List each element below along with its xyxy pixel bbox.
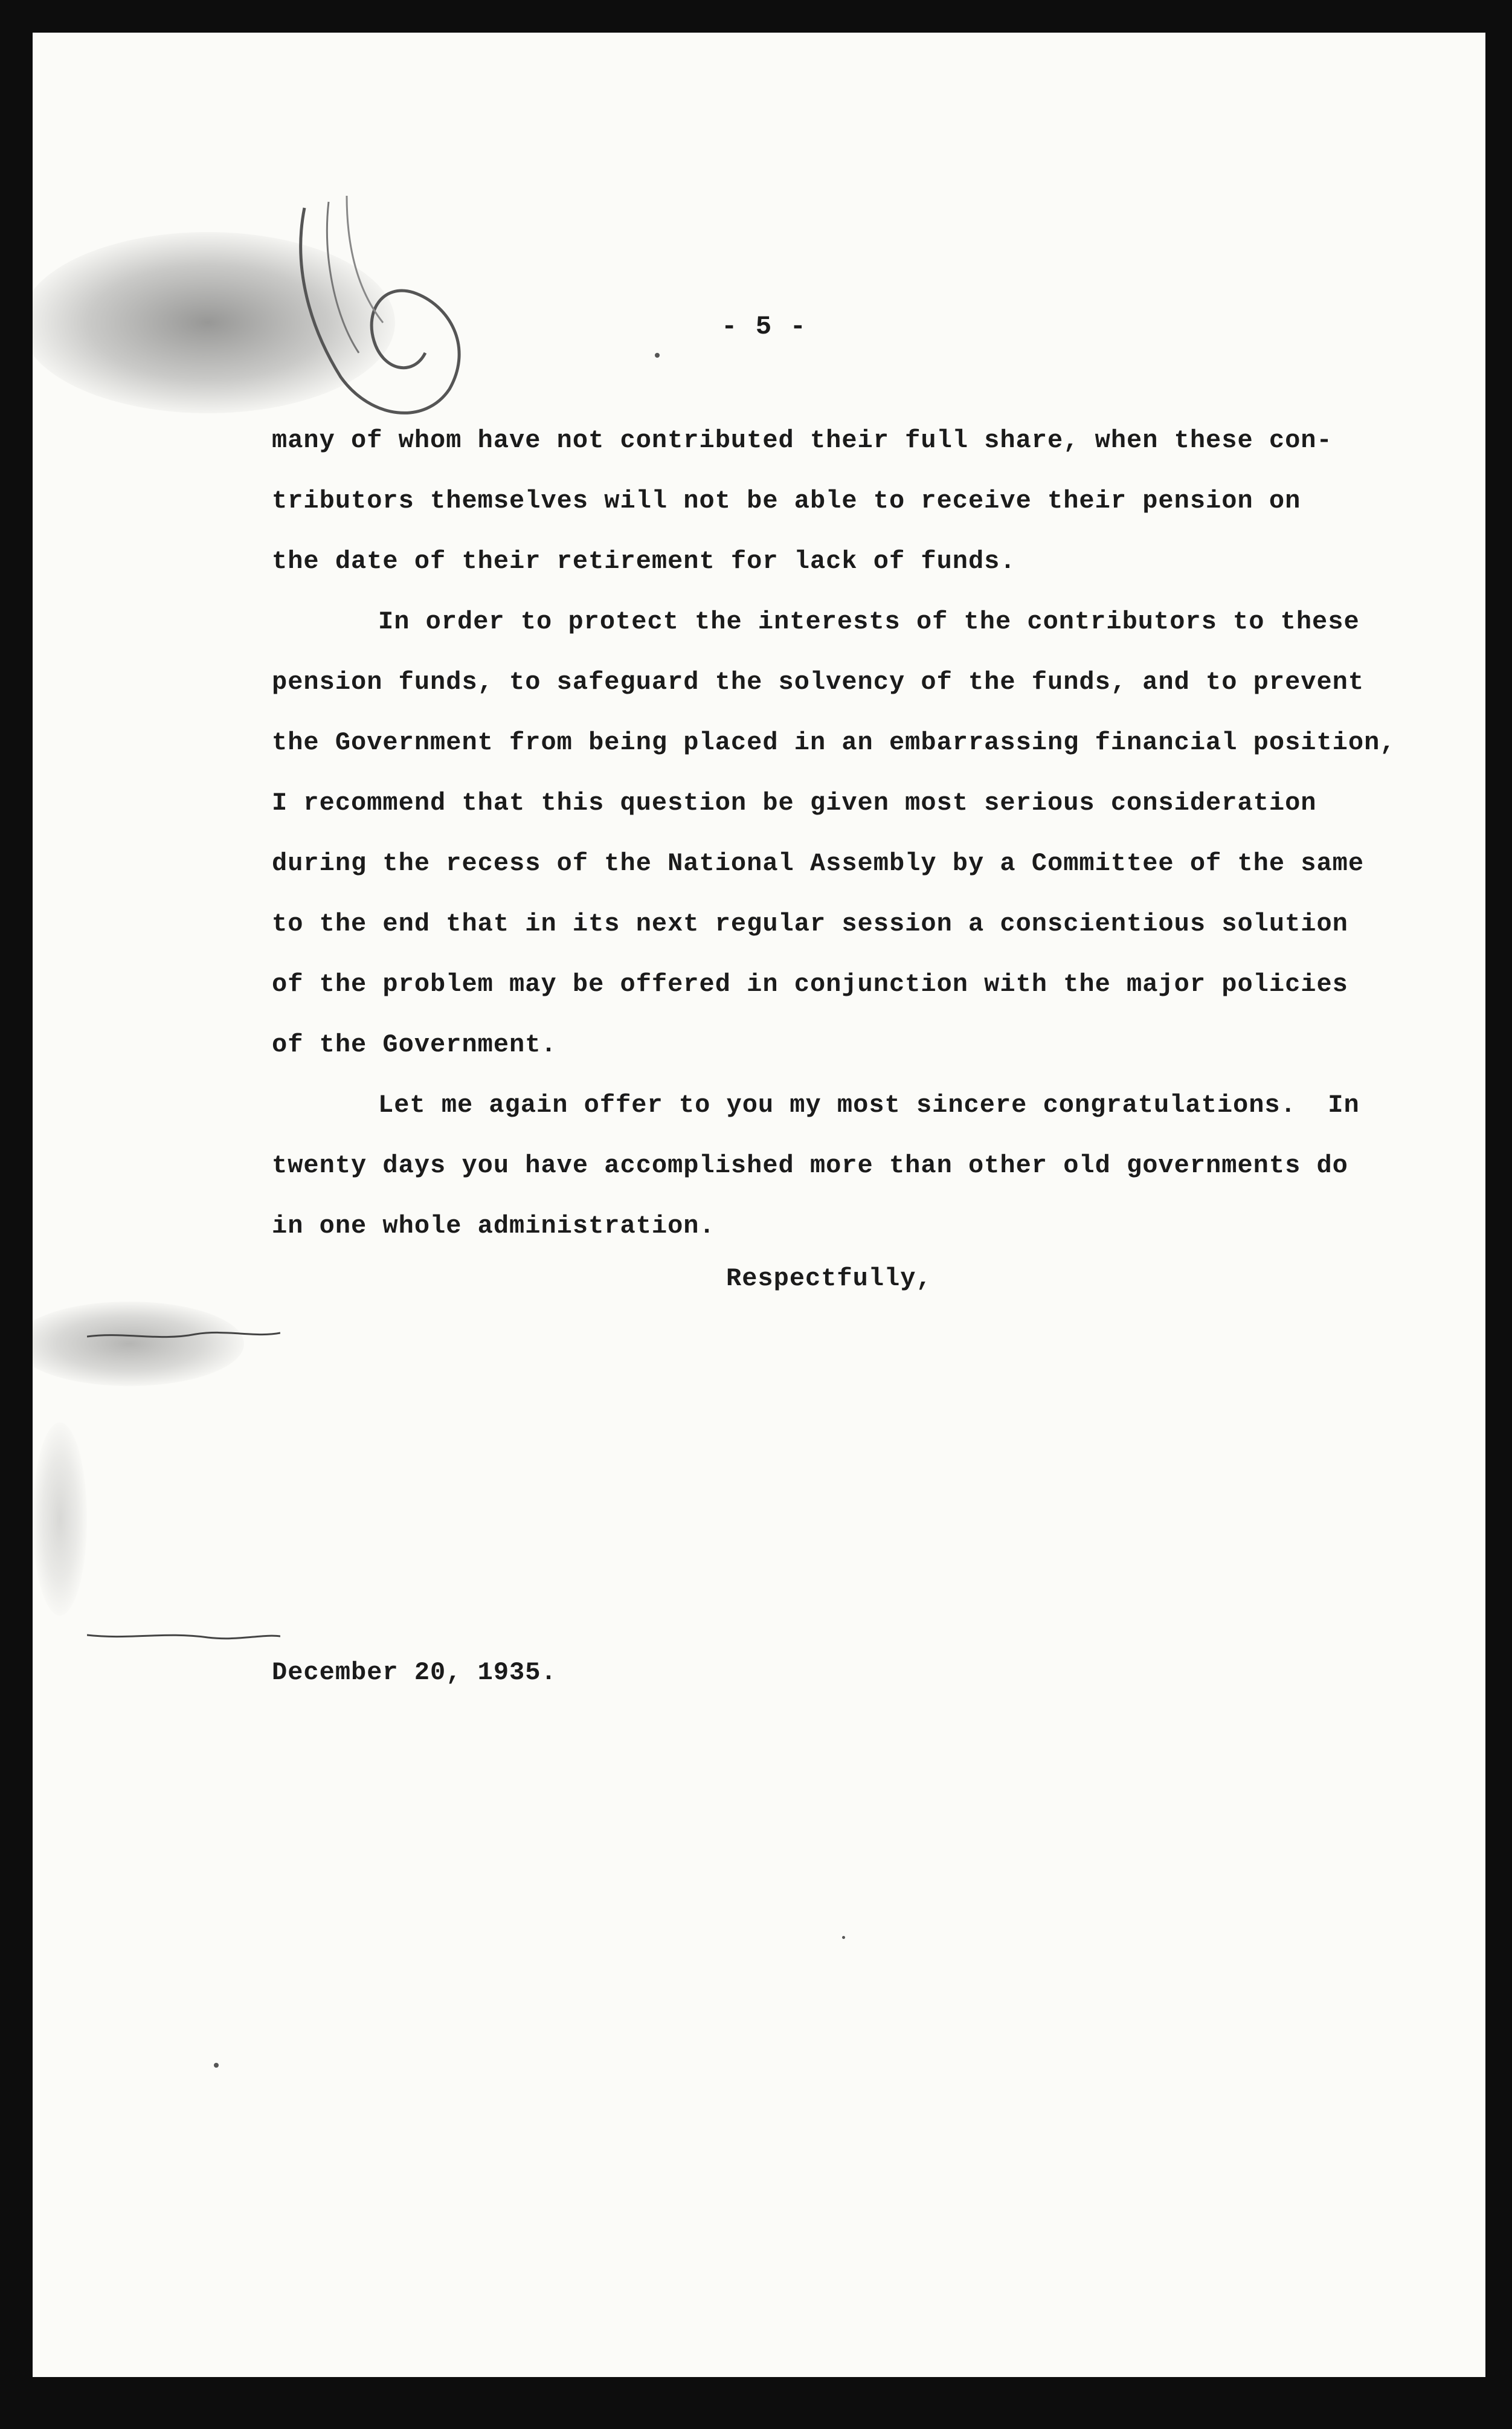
text-line: tributors themselves will not be able to receive their pension on	[272, 486, 1301, 515]
text-line: pension funds, to safeguard the solvency of the funds, and to prevent	[272, 668, 1365, 697]
text-line: twenty days you have accomplished more than other old governments do	[272, 1151, 1348, 1180]
text-line: I recommend that this question be given most serious consideration	[272, 789, 1317, 818]
page-number: - 5 -	[721, 312, 808, 342]
text-line: the Government from being placed in an embarrassing financial position,	[272, 728, 1396, 757]
text-line: the date of their retirement for lack of funds.	[272, 547, 1016, 576]
text-line: of the Government.	[272, 1030, 557, 1059]
letter-date: December 20, 1935.	[272, 1658, 557, 1687]
text-line: In order to protect the interests of the contributors to these	[378, 607, 1360, 636]
text-line: in one whole administration.	[272, 1211, 715, 1240]
letter-body	[272, 410, 1396, 1256]
text-line: Let me again offer to you my most sincere congratulations. In	[378, 1091, 1360, 1120]
text-line: of the problem may be offered in conjunction with the major policies	[272, 970, 1348, 999]
closing-salutation: Respectfully,	[726, 1264, 932, 1293]
typed-letter	[33, 33, 1485, 2377]
text-line: many of whom have not contributed their full share, when these con-	[272, 426, 1333, 455]
document-page	[33, 33, 1485, 2377]
text-line: during the recess of the National Assembly by a Committee of the same	[272, 849, 1365, 878]
text-line: to the end that in its next regular session a conscientious solution	[272, 909, 1348, 938]
